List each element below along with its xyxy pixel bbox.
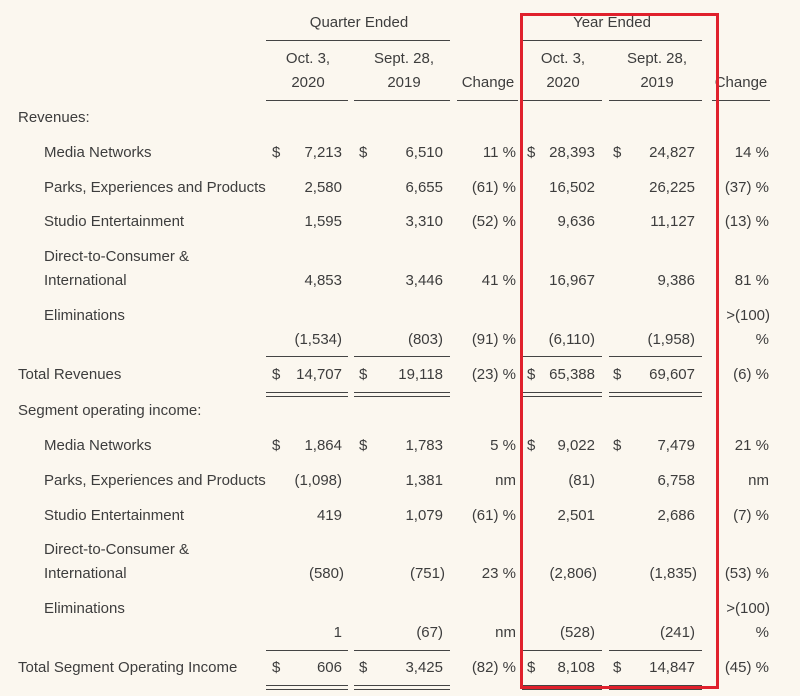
currency-sign: $ (272, 437, 281, 454)
cell-q2020: 2,580 (304, 179, 342, 196)
cell-qchange: (91) % (471, 331, 516, 348)
cell-q2020: (580) (308, 565, 344, 582)
cell-y2020: (6,110) (548, 331, 595, 348)
currency-sign: $ (613, 144, 622, 161)
cell-q2020: 1,864 (304, 437, 342, 454)
row-label-line1: Direct-to-Consumer & (44, 541, 190, 558)
currency-sign: $ (613, 437, 622, 454)
cell-y2019: 24,827 (649, 144, 695, 161)
cell-ychange: nm (748, 472, 769, 489)
col-ychange-rule (712, 100, 770, 101)
cell-y2020: 9,636 (557, 213, 595, 230)
col-y2020-header-line1: Oct. 3, (540, 50, 586, 67)
row-label: Parks, Experiences and Products (44, 472, 266, 489)
currency-sign: $ (613, 366, 622, 383)
currency-sign: $ (272, 659, 281, 676)
cell-ychange: (53) % (724, 565, 769, 582)
cell-q2019: 1,079 (405, 507, 443, 524)
total-double-rule (354, 392, 450, 397)
cell-q2020: 419 (316, 507, 342, 524)
cell-y2020: 16,967 (549, 272, 595, 289)
total-revenues-label: Total Revenues (18, 366, 122, 383)
cell-ychange-line2: % (755, 624, 769, 641)
col-y2020-header-line2: 2020 (546, 74, 580, 91)
cell-qchange: 23 % (481, 565, 516, 582)
quarter-ended-rule (266, 40, 450, 41)
row-label: Eliminations (44, 600, 125, 617)
cell-q2019: 19,118 (398, 366, 443, 383)
currency-sign: $ (527, 144, 536, 161)
cell-ychange: (37) % (724, 179, 769, 196)
cell-y2019: (1,958) (647, 331, 695, 348)
col-q2020-header-line2: 2020 (291, 74, 325, 91)
cell-y2019: 69,607 (649, 366, 695, 383)
cell-q2020: 7,213 (304, 144, 342, 161)
cell-q2020: 4,853 (304, 272, 342, 289)
cell-qchange: nm (495, 472, 516, 489)
cell-y2020: 16,502 (549, 179, 595, 196)
cell-q2019: (803) (407, 331, 443, 348)
cell-q2019: 6,655 (405, 179, 443, 196)
currency-sign: $ (359, 366, 368, 383)
cell-y2019: 14,847 (649, 659, 695, 676)
cell-qchange: (23) % (471, 366, 516, 383)
cell-y2019: 26,225 (649, 179, 695, 196)
col-qchange-rule (457, 100, 518, 101)
cell-qchange: (82) % (471, 659, 516, 676)
cell-q2020: (1,098) (294, 472, 342, 489)
col-ychange-header: Change (714, 74, 768, 91)
subtotal-rule (354, 650, 450, 651)
cell-y2020: 9,022 (557, 437, 595, 454)
col-y2019-header-line1: Sept. 28, (626, 50, 688, 67)
cell-y2020: (2,806) (549, 565, 597, 582)
cell-q2019: 1,381 (405, 472, 443, 489)
total-segment-income-label: Total Segment Operating Income (18, 659, 238, 676)
row-label-line2: International (44, 272, 127, 289)
col-q2020-rule (266, 100, 348, 101)
currency-sign: $ (527, 437, 536, 454)
col-q2019-header-line2: 2019 (387, 74, 421, 91)
cell-ychange: 21 % (734, 437, 769, 454)
total-double-rule (266, 685, 348, 690)
subtotal-rule (266, 650, 348, 651)
cell-y2019: 7,479 (657, 437, 695, 454)
cell-qchange: 5 % (490, 437, 516, 454)
cell-q2020: 1 (333, 624, 342, 641)
currency-sign: $ (359, 659, 368, 676)
cell-ychange: (7) % (733, 507, 769, 524)
cell-ychange: (13) % (724, 213, 769, 230)
currency-sign: $ (527, 659, 536, 676)
cell-y2019: 9,386 (657, 272, 695, 289)
section-segment-income-label: Segment operating income: (18, 402, 202, 419)
cell-y2020: (528) (559, 624, 595, 641)
currency-sign: $ (272, 366, 281, 383)
row-label: Media Networks (44, 144, 152, 161)
year-ended-highlight-box (520, 13, 719, 689)
row-label: Eliminations (44, 307, 125, 324)
cell-y2020: 28,393 (549, 144, 595, 161)
row-label: Studio Entertainment (44, 213, 185, 230)
cell-y2020: 8,108 (557, 659, 595, 676)
quarter-ended-header: Quarter Ended (309, 14, 409, 31)
cell-y2019: 11,127 (650, 213, 695, 230)
currency-sign: $ (359, 437, 368, 454)
col-qchange-header: Change (461, 74, 515, 91)
section-revenues-label: Revenues: (18, 109, 90, 126)
cell-qchange: (61) % (471, 179, 516, 196)
cell-y2019: (241) (659, 624, 695, 641)
currency-sign: $ (527, 366, 536, 383)
cell-q2020: 14,707 (296, 366, 342, 383)
cell-q2019: 6,510 (405, 144, 443, 161)
cell-qchange: 11 % (482, 144, 516, 161)
year-ended-header: Year Ended (573, 14, 651, 31)
cell-y2020: 65,388 (549, 366, 595, 383)
cell-y2019: (1,835) (649, 565, 697, 582)
row-label-line2: International (44, 565, 127, 582)
row-label: Parks, Experiences and Products (44, 179, 266, 196)
cell-ychange: (6) % (733, 366, 769, 383)
total-double-rule (266, 392, 348, 397)
cell-qchange: (52) % (471, 213, 516, 230)
row-label: Media Networks (44, 437, 152, 454)
cell-q2019: 3,310 (405, 213, 443, 230)
cell-q2019: (751) (409, 565, 445, 582)
cell-ychange: 14 % (734, 144, 769, 161)
cell-q2019: (67) (416, 624, 443, 641)
cell-ychange: (45) % (724, 659, 769, 676)
row-label: Studio Entertainment (44, 507, 185, 524)
currency-sign: $ (272, 144, 281, 161)
cell-q2020: 1,595 (304, 213, 342, 230)
cell-y2020: 2,501 (557, 507, 595, 524)
cell-qchange: nm (495, 624, 516, 641)
cell-ychange-line1: >(100) (726, 600, 770, 617)
cell-q2020: (1,534) (294, 331, 342, 348)
col-y2019-header-line2: 2019 (640, 74, 674, 91)
currency-sign: $ (359, 144, 368, 161)
cell-ychange-line2: % (755, 331, 769, 348)
col-q2020-header-line1: Oct. 3, (285, 50, 331, 67)
col-q2019-header-line1: Sept. 28, (373, 50, 435, 67)
cell-q2019: 3,446 (405, 272, 443, 289)
cell-q2019: 3,425 (405, 659, 443, 676)
cell-qchange: 41 % (481, 272, 516, 289)
total-double-rule (354, 685, 450, 690)
cell-q2019: 1,783 (405, 437, 443, 454)
cell-q2020: 606 (316, 659, 342, 676)
cell-qchange: (61) % (471, 507, 516, 524)
cell-ychange-line1: >(100) (726, 307, 770, 324)
currency-sign: $ (613, 659, 622, 676)
cell-y2019: 6,758 (657, 472, 695, 489)
cell-y2019: 2,686 (657, 507, 695, 524)
cell-ychange: 81 % (734, 272, 769, 289)
col-q2019-rule (354, 100, 450, 101)
row-label-line1: Direct-to-Consumer & (44, 248, 190, 265)
subtotal-rule (266, 356, 348, 357)
cell-y2020: (81) (568, 472, 595, 489)
subtotal-rule (354, 356, 450, 357)
